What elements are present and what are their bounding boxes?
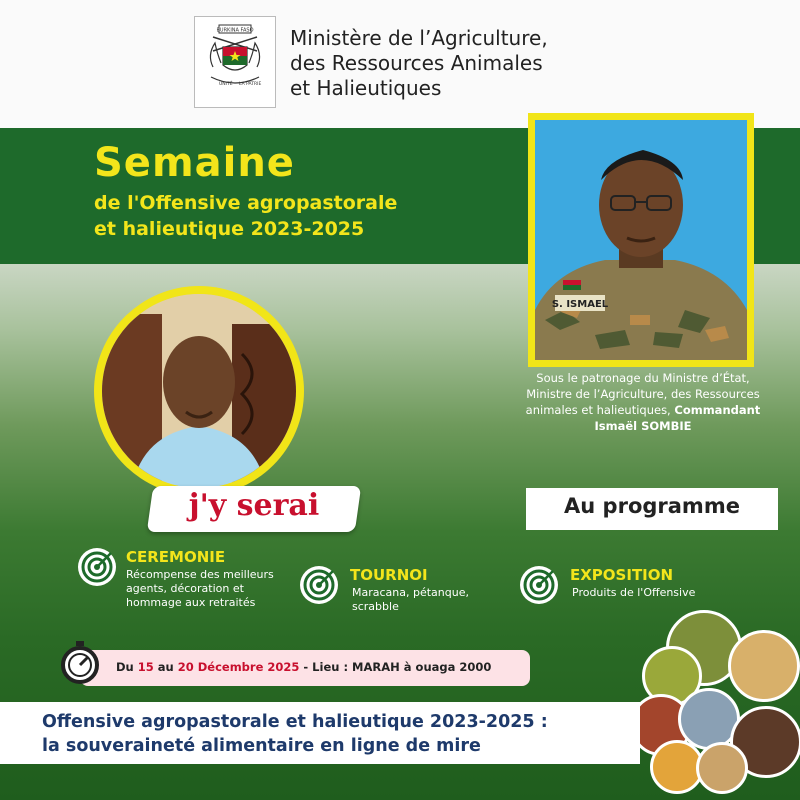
target-icon (300, 566, 338, 604)
activity-desc-line: Produits de l'Offensive (572, 586, 696, 599)
crest-right-text: LA PATRIE (239, 82, 262, 87)
participant-photo-frame (94, 286, 304, 496)
title-main: Semaine (94, 140, 295, 186)
activity-desc-tournoi (352, 586, 469, 614)
products-collage (620, 610, 800, 800)
stopwatch-icon (58, 640, 102, 684)
activity-desc-exposition (572, 586, 695, 600)
activity-title-tournoi: TOURNOI (350, 566, 428, 584)
ministry-name (290, 26, 548, 101)
activity-desc-line: Récompense des meilleurs (126, 568, 274, 581)
caption-line-3-text: animales et halieutiques, (525, 403, 671, 417)
minister-name-tag: S. ISMAEL (551, 299, 609, 310)
footer-line-2: la souveraineté alimentaire en ligne de mire (42, 736, 481, 756)
participant-photo (102, 294, 296, 488)
activity-title-ceremonie: CEREMONIE (126, 548, 226, 566)
title-sub-line-1: de l'Offensive agropastorale (94, 192, 398, 214)
date-end: 20 Décembre 2025 (177, 660, 300, 674)
activity-desc-line: Maracana, pétanque, (352, 586, 469, 599)
event-dates (116, 660, 491, 674)
caption-name: Ismaël SOMBIE (594, 419, 692, 433)
activity-desc-ceremonie (126, 568, 274, 610)
caption-rank: Commandant (674, 403, 761, 417)
target-icon (520, 566, 558, 604)
activity-desc-line: scrabble (352, 600, 399, 613)
date-location: - Lieu : MARAH à ouaga 2000 (299, 660, 492, 674)
activity-title-exposition: EXPOSITION (570, 566, 674, 584)
caption-line-3 (500, 402, 786, 418)
title-sub-line-2: et halieutique 2023-2025 (94, 218, 365, 240)
crest-left-text: UNITÉ (219, 82, 233, 87)
ministry-line-1: Ministère de l’Agriculture, (290, 26, 548, 50)
footer-line-1: Offensive agropastorale et halieutique 2023-2025 : (42, 712, 548, 732)
grains-image (696, 742, 748, 794)
crest-top-text: BURKINA FASO (216, 27, 254, 34)
minister-caption (500, 370, 786, 434)
ministry-line-2: des Ressources Animales (290, 51, 543, 75)
jyserai-label: j'y serai (188, 488, 320, 523)
caption-line-4 (500, 418, 786, 434)
programme-label: Au programme (564, 494, 740, 518)
potatoes-image (728, 630, 800, 702)
date-middle: au (153, 660, 178, 674)
minister-photo (535, 120, 747, 360)
activity-desc-line: hommage aux retraités (126, 596, 256, 609)
coat-of-arms-icon (194, 16, 276, 108)
date-start: 15 (137, 660, 154, 674)
date-prefix: Du (116, 660, 138, 674)
caption-line-2: Ministre de l’Agriculture, des Ressources (526, 387, 760, 401)
target-icon (78, 548, 116, 586)
activity-desc-line: agents, décoration et (126, 582, 244, 595)
footer-slogan (42, 710, 548, 758)
title-sub (94, 190, 397, 242)
caption-line-1: Sous le patronage du Ministre d’État, (536, 371, 750, 385)
ministry-line-3: et Halieutiques (290, 76, 442, 100)
